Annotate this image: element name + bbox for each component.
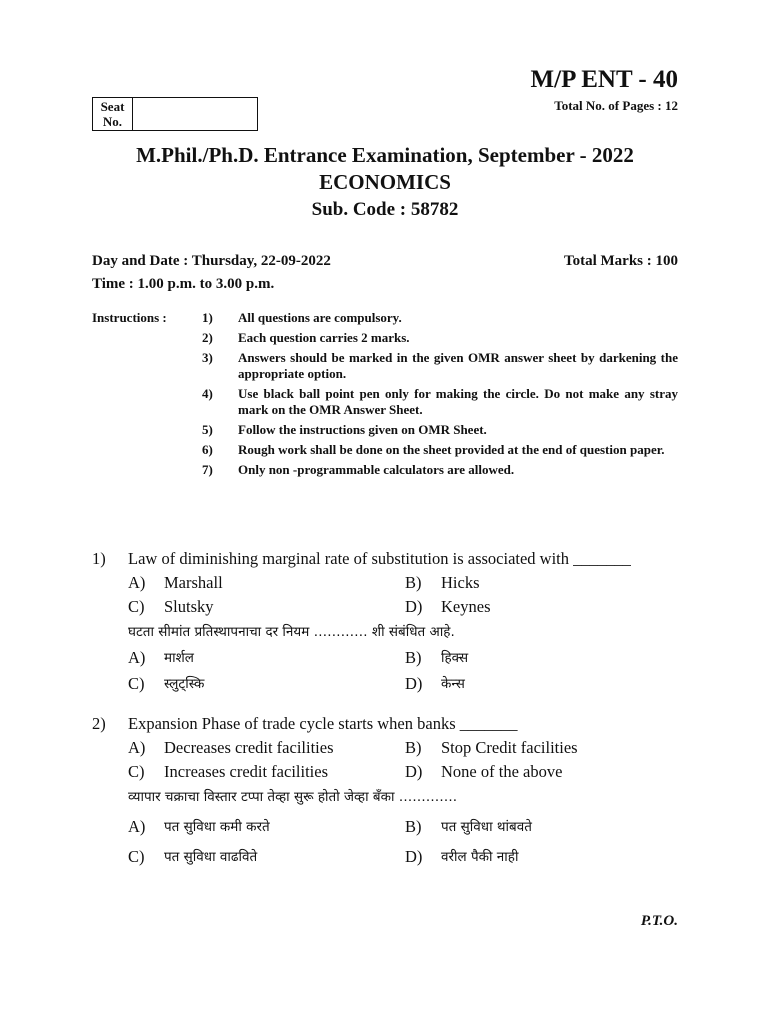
- page-turn-over: P.T.O.: [640, 913, 678, 929]
- option-label: C): [128, 674, 145, 693]
- option-label: C): [128, 762, 145, 781]
- option-label: D): [405, 847, 423, 866]
- option-a: [128, 736, 405, 760]
- option-text: Marshall: [164, 573, 223, 592]
- option-label: D): [405, 762, 423, 781]
- option-label: B): [405, 648, 422, 667]
- subject-title: ECONOMICS: [319, 170, 451, 194]
- subject-code: Sub. Code : 58782: [311, 199, 459, 220]
- instruction-text: Only non -programmable calculators are allowed.: [238, 462, 515, 477]
- option-text: Decreases credit facilities: [164, 738, 334, 757]
- instruction-item: [202, 350, 678, 382]
- option-text: पत सुविधा कमी करते: [164, 819, 270, 835]
- option-d-marathi: [405, 844, 682, 870]
- paper-code: M/P ENT - 40: [530, 66, 678, 93]
- option-a-marathi: [128, 814, 405, 844]
- option-b-marathi: [405, 814, 682, 844]
- option-label: A): [128, 817, 146, 836]
- option-label: C): [128, 847, 145, 866]
- option-text: स्लुट्स्कि: [164, 676, 205, 692]
- option-label: A): [128, 738, 146, 757]
- instruction-number: 4): [202, 386, 213, 401]
- question-2: [92, 712, 682, 870]
- seat-number-box: [92, 97, 258, 131]
- instruction-number: 1): [202, 310, 213, 325]
- option-text: मार्शल: [164, 650, 194, 666]
- option-label: B): [405, 573, 422, 592]
- option-c-marathi: [128, 671, 405, 697]
- option-b: [405, 736, 682, 760]
- option-text: केन्स: [441, 676, 465, 692]
- option-text: Hicks: [441, 573, 480, 592]
- option-text: पत सुविधा वाढविते: [164, 849, 258, 865]
- instruction-number: 2): [202, 330, 213, 345]
- instruction-item: [202, 330, 678, 346]
- instruction-item: [202, 462, 678, 478]
- day-and-date: Day and Date : Thursday, 22-09-2022: [92, 253, 331, 269]
- option-label: D): [405, 674, 423, 693]
- option-d-marathi: [405, 671, 682, 697]
- option-label: A): [128, 648, 146, 667]
- instruction-text: Rough work shall be done on the sheet provided at the end of question paper.: [238, 442, 665, 457]
- option-label: A): [128, 573, 146, 592]
- question-text-marathi: घटता सीमांत प्रतिस्थापनाचा दर नियम ………… शी संबंधित आहे.: [128, 624, 455, 640]
- question-1: [92, 547, 682, 697]
- option-label: B): [405, 817, 422, 836]
- question-number: 2): [92, 714, 106, 733]
- question-text-marathi: व्यापार चक्राचा विस्तार टप्पा तेव्हा सुरू होतो जेव्हा बँका ………….: [128, 789, 458, 805]
- option-text: पत सुविधा थांबवते: [441, 819, 532, 835]
- instruction-number: 6): [202, 442, 213, 457]
- option-label: C): [128, 597, 145, 616]
- instructions-list: [202, 310, 678, 482]
- instruction-text: Answers should be marked in the given OMR answer sheet by darkening the appropriate option.: [238, 350, 678, 381]
- question-number: 1): [92, 549, 106, 568]
- instruction-item: [202, 310, 678, 326]
- option-text: Slutsky: [164, 597, 214, 616]
- instruction-number: 7): [202, 462, 213, 477]
- option-label: D): [405, 597, 423, 616]
- instruction-text: Use black ball point pen only for making the circle. Do not make any stray mark on the OMR Answer Sheet.: [238, 386, 678, 417]
- option-c-marathi: [128, 844, 405, 870]
- option-text: Stop Credit facilities: [441, 738, 578, 757]
- option-d: [405, 595, 682, 619]
- option-text: None of the above: [441, 762, 563, 781]
- option-text: हिक्स: [441, 650, 469, 666]
- seat-number-label: [93, 98, 133, 130]
- seat-number-field[interactable]: [133, 98, 257, 130]
- question-text: Expansion Phase of trade cycle starts when banks _______: [128, 714, 518, 733]
- seat-label-line1: Seat: [100, 99, 125, 114]
- option-c: [128, 595, 405, 619]
- option-a-marathi: [128, 645, 405, 671]
- instruction-item: [202, 386, 678, 418]
- option-b-marathi: [405, 645, 682, 671]
- option-c: [128, 760, 405, 784]
- question-text: Law of diminishing marginal rate of substitution is associated with _______: [128, 549, 631, 568]
- instruction-item: [202, 422, 678, 438]
- instruction-number: 3): [202, 350, 213, 365]
- total-marks: Total Marks : 100: [563, 253, 678, 269]
- exam-time: Time : 1.00 p.m. to 3.00 p.m.: [92, 276, 275, 292]
- instruction-text: Each question carries 2 marks.: [238, 330, 410, 345]
- instruction-text: All questions are compulsory.: [238, 310, 402, 325]
- option-label: B): [405, 738, 422, 757]
- option-text: वरील पैकी नाही: [441, 849, 519, 865]
- option-text: Keynes: [441, 597, 491, 616]
- instruction-text: Follow the instructions given on OMR Sheet.: [238, 422, 487, 437]
- seat-label-line2: No.: [102, 114, 123, 129]
- option-a: [128, 571, 405, 595]
- total-pages: Total No. of Pages : 12: [554, 98, 678, 113]
- instruction-number: 5): [202, 422, 213, 437]
- exam-title: M.Phil./Ph.D. Entrance Examination, September - 2022: [136, 143, 634, 167]
- option-b: [405, 571, 682, 595]
- instruction-item: [202, 442, 678, 458]
- instructions-label: Instructions :: [92, 310, 167, 325]
- option-d: [405, 760, 682, 784]
- option-text: Increases credit facilities: [164, 762, 328, 781]
